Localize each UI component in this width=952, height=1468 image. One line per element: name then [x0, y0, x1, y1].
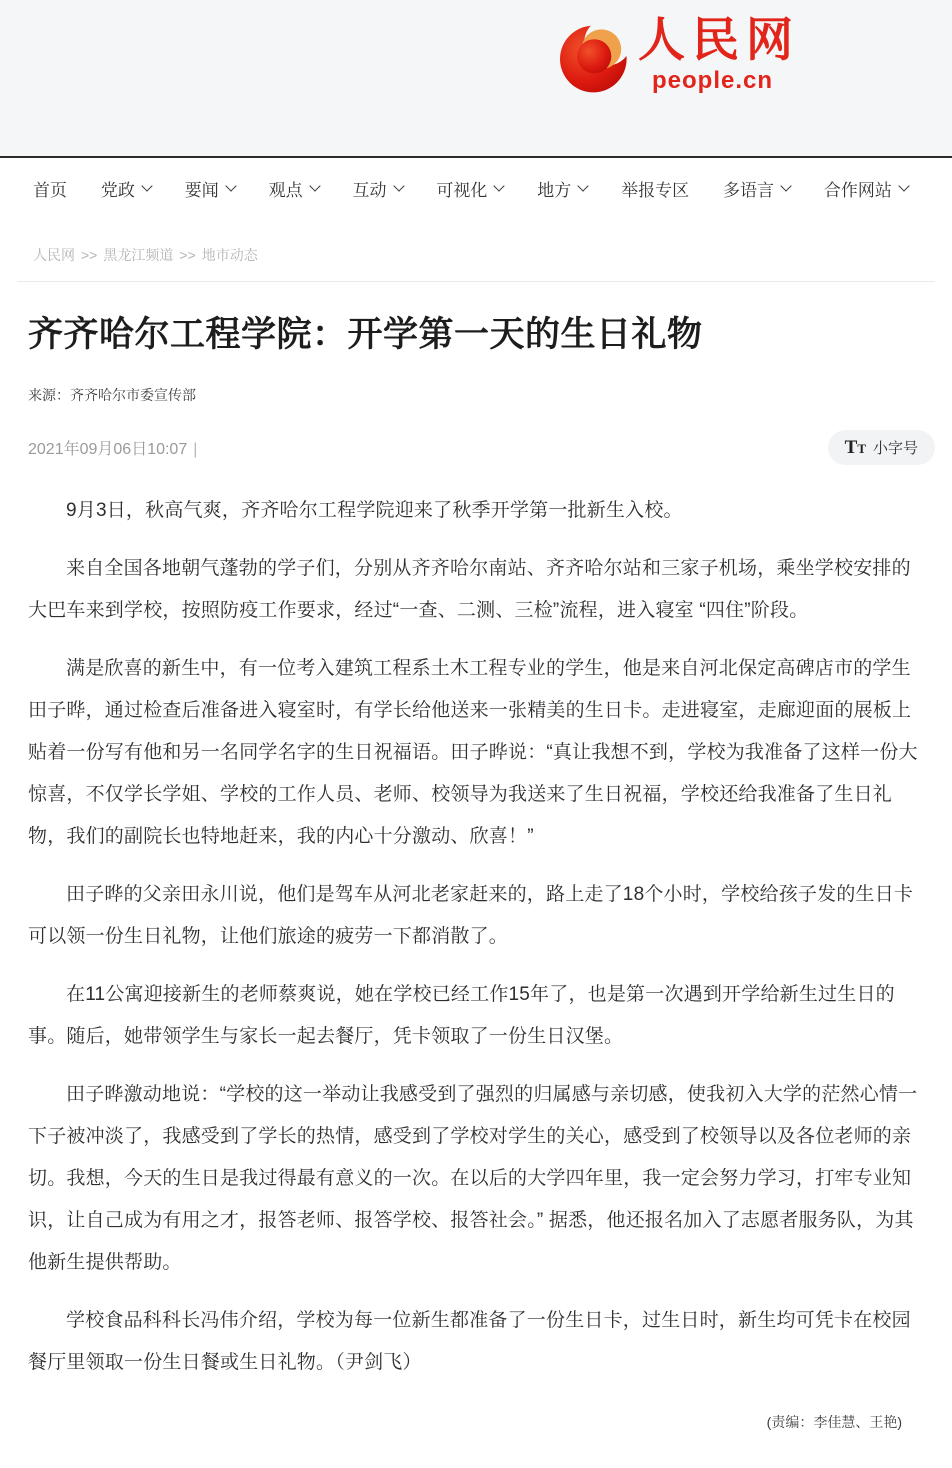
breadcrumb-link-people[interactable]: 人民网: [33, 247, 75, 263]
nav-item-label: 举报专区: [621, 180, 690, 200]
article-date: [28, 436, 197, 459]
nav-item-label: 首页: [33, 180, 67, 200]
article-meta-row: [0, 405, 952, 465]
nav-item-jubao[interactable]: [621, 176, 689, 201]
nav-item-guandian[interactable]: [269, 176, 319, 201]
logo-cn-text: 人民网: [638, 15, 800, 67]
breadcrumb-link-heilongjiang[interactable]: 黑龙江频道: [103, 247, 174, 263]
chevron-down-icon: [393, 180, 404, 191]
nav-item-label: 合作网站: [823, 180, 892, 200]
breadcrumb-separator: >>: [81, 247, 98, 263]
chevron-down-icon: [225, 180, 236, 191]
breadcrumb-separator: >>: [179, 247, 196, 263]
chevron-down-icon: [578, 180, 589, 191]
article-source: 来源：齐齐哈尔市委宣传部: [28, 387, 196, 404]
date-text: 2021年09月06日10:07: [28, 441, 188, 459]
logo-text: [638, 11, 800, 93]
nav-item-home[interactable]: [33, 176, 67, 201]
nav-item-yaowen[interactable]: [185, 176, 235, 201]
chevron-down-icon: [309, 180, 320, 191]
paragraph: 9月3日，秋高气爽，齐齐哈尔工程学院迎来了秋季开学第一批新生入校。: [66, 500, 683, 522]
nav-item-label: 多语言: [723, 180, 774, 200]
breadcrumb: [0, 218, 952, 265]
paragraph: 学校食品科科长冯伟介绍，学校为每一位新生都准备了一份生日卡，过生日时，新生均可凭卡在校园餐厅里领取一份生日餐或生日礼物。（尹剑飞）: [28, 1310, 911, 1374]
font-size-icon: TT: [844, 436, 866, 458]
font-size-label: 小字号: [872, 440, 918, 458]
paragraph: 满是欣喜的新生中，有一位考入建筑工程系土木工程专业的学生，他是来自河北保定高碑店市的学生田子晔，通过检查后准备进入寝室时，有学长给他送来一张精美的生日卡。走进寝室，走廊迎面的展板上贴着一份写有他和另一名同学名字的生日祝福语。田子晔说：“真让我想不到，学校为我准备了这样一份大惊喜，不仅学长学姐、学校的工作人员、老师、校领导为我送来了生日祝福，学校还给我准备了生日礼物，我们的副院长也特地赶来，我的内心十分激动、欣喜！”: [28, 658, 918, 848]
nav-item-label: 观点: [268, 180, 303, 200]
font-size-button[interactable]: [828, 430, 935, 465]
editors-credit: (责编：李佳慧、王艳): [766, 1414, 902, 1431]
nav-item-duoyuyan[interactable]: [723, 176, 790, 201]
nav-item-hezuo[interactable]: [824, 176, 908, 201]
nav-item-label: 要闻: [184, 180, 219, 200]
paragraph: 在11公寓迎接新生的老师蔡爽说，她在学校已经工作15年了，也是第一次遇到开学给新生过生日的事。随后，她带领学生与家长一起去餐厅，凭卡领取了一份生日汉堡。: [28, 984, 895, 1048]
date-separator: |: [193, 441, 198, 459]
main-nav: [0, 158, 952, 218]
nav-item-label: 地方: [537, 180, 572, 200]
paragraph: 来自全国各地朝气蓬勃的学子们，分别从齐齐哈尔南站、齐齐哈尔站和三家子机场，乘坐学校安排的大巴车来到学校，按照防疫工作要求，经过“一查、二测、三检”流程，进入寝室 “四住”阶段。: [28, 558, 911, 622]
article-body: [0, 465, 952, 1384]
chevron-down-icon: [898, 180, 909, 191]
site-logo[interactable]: [560, 11, 800, 99]
site-header: [0, 0, 952, 158]
page-title: 齐齐哈尔工程学院：开学第一天的生日礼物: [28, 315, 703, 354]
paragraph: 田子晔激动地说：“学校的这一举动让我感受到了强烈的归属感与亲切感，使我初入大学的茫然心情一下子被冲淡了，我感受到了学长的热情，感受到了学校对学生的关心，感受到了校领导以及各位老师的亲切。我想，今天的生日是我过得最有意义的一次。在以后的大学四年里，我一定会努力学习，打牢专业知识，让自己成为有用之才，报答老师、报答学校、报答社会。” 据悉，他还报名加入了志愿者服务队，为其他新生提供帮助。: [28, 1084, 918, 1274]
paragraph: 田子晔的父亲田永川说，他们是驾车从河北老家赶来的，路上走了18个小时，学校给孩子发的生日卡可以领一份生日礼物，让他们旅途的疲劳一下都消散了。: [28, 884, 914, 948]
chevron-down-icon: [494, 180, 505, 191]
nav-item-label: 可视化: [436, 180, 488, 200]
nav-item-label: 党政: [100, 180, 135, 200]
nav-item-hudong[interactable]: [353, 176, 403, 201]
chevron-down-icon: [780, 180, 791, 191]
nav-item-dangzheng[interactable]: [101, 176, 151, 201]
nav-item-label: 互动: [352, 180, 387, 200]
logo-en-text: people.cn: [652, 67, 774, 94]
breadcrumb-link-dishidongtai[interactable]: 地市动态: [201, 247, 258, 263]
nav-item-keshihua[interactable]: [436, 176, 503, 201]
nav-item-difang[interactable]: [537, 176, 587, 201]
people-cn-logo-icon: [560, 11, 632, 99]
chevron-down-icon: [141, 180, 152, 191]
